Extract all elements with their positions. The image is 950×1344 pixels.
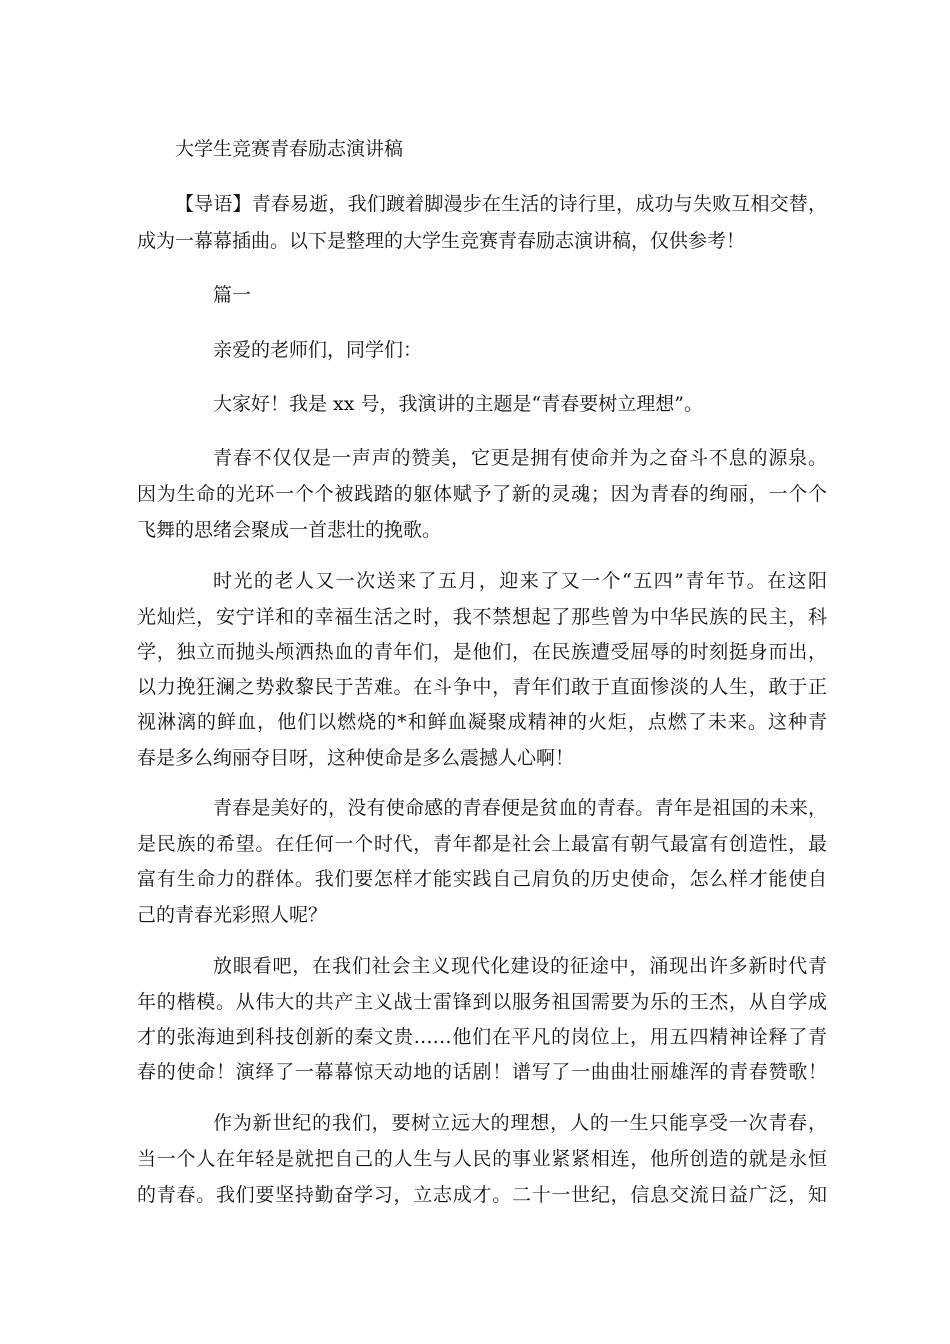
paragraph-3-line-4: 己的青春光彩照人呢？ (137, 904, 328, 926)
paragraph-4-line-2: 年的楷模。从伟大的共产主义战士雷锋到以服务祖国需要为乐的王杰，从自学成 (137, 991, 827, 1013)
paragraph-2-line-4: 以力挽狂澜之势救黎民于苦难。在斗争中，青年们敢于直面惨淡的人生，敢于正 (137, 676, 827, 698)
paragraph-5-line-3: 的青春。我们要坚持勤奋学习，立志成才。二十一世纪，信息交流日益广泛，知 (137, 1184, 827, 1206)
salutation: 亲爱的老师们，同学们： (213, 339, 423, 361)
document-title: 大学生竞赛青春励志演讲稿 (175, 138, 404, 160)
paragraph-3-line-3: 富有生命力的群体。我们要怎样才能实践自己肩负的历史使命，怎么样才能使自 (137, 868, 827, 890)
paragraph-3-line-1: 青春是美好的，没有使命感的青春便是贫血的青春。青年是祖国的未来， (213, 797, 827, 819)
paragraph-2-line-5: 视淋漓的鲜血，他们以燃烧的*和鲜血凝聚成精神的火炬，点燃了未来。这种青 (137, 711, 827, 733)
greeting: 大家好！我是 xx 号，我演讲的主题是“青春要树立理想”。 (213, 393, 703, 415)
intro-line-2: 成为一幕幕插曲。以下是整理的大学生竞赛青春励志演讲稿，仅供参考！ (137, 230, 746, 252)
paragraph-5-line-1: 作为新世纪的我们，要树立远大的理想，人的一生只能享受一次青春， (213, 1112, 827, 1134)
paragraph-2-line-3: 学，独立而抛头颅洒热血的青年们，是他们，在民族遭受屈辱的时刻挺身而出， (137, 641, 827, 663)
paragraph-1-line-3: 飞舞的思绪会聚成一首悲壮的挽歌。 (137, 519, 442, 541)
paragraph-4-line-1: 放眼看吧，在我们社会主义现代化建设的征途中，涌现出许多新时代青 (213, 955, 827, 977)
section-heading: 篇一 (213, 284, 252, 306)
paragraph-2-line-1: 时光的老人又一次送来了五月，迎来了又一个“五四”青年节。在这阳 (213, 570, 827, 592)
paragraph-4-line-3: 才的张海迪到科技创新的秦文贵……他们在平凡的岗位上，用五四精神诠释了青 (137, 1026, 827, 1048)
paragraph-3-line-2: 是民族的希望。在任何一个时代，青年都是社会上最富有朝气最富有创造性，最 (137, 833, 827, 855)
intro-line-1: 【导语】青春易逝，我们踱着脚漫步在生活的诗行里，成功与失败互相交替， (175, 193, 827, 215)
paragraph-1-line-2: 因为生命的光环一个个被践踏的躯体赋予了新的灵魂；因为青春的绚丽，一个个 (137, 483, 827, 505)
paragraph-4-line-4: 春的使命！演绎了一幕幕惊天动地的话剧！谱写了一曲曲壮丽雄浑的青春赞歌！ (137, 1061, 827, 1083)
paragraph-1-line-1: 青春不仅仅是一声声的赞美，它更是拥有使命并为之奋斗不息的源泉。 (213, 447, 827, 469)
paragraph-2-line-6: 春是多么绚丽夺目呀，这种使命是多么震撼人心啊！ (137, 747, 575, 769)
paragraph-5-line-2: 当一个人在年轻是就把自己的人生与人民的事业紧紧相连，他所创造的就是永恒 (137, 1148, 827, 1170)
paragraph-2-line-2: 光灿烂，安宁详和的幸福生活之时，我不禁想起了那些曾为中华民族的民主，科 (137, 606, 827, 628)
